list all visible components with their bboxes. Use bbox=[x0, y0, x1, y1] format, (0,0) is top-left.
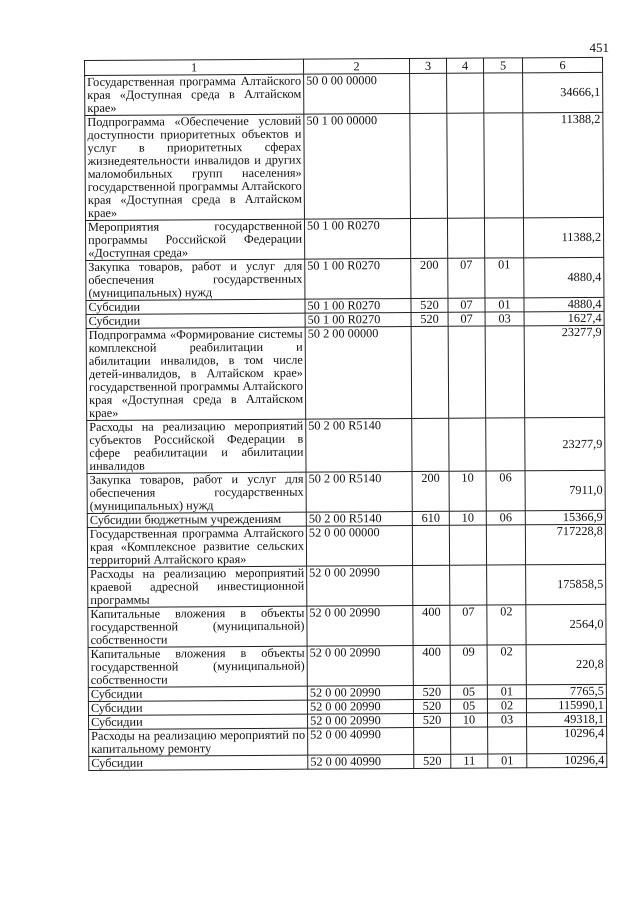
row-amount-cell: 11388,2 bbox=[523, 217, 603, 257]
row-amount-cell: 220,8 bbox=[526, 644, 606, 684]
row-expense-type-cell: 610 bbox=[412, 511, 449, 525]
row-subsection-cell: 01 bbox=[487, 685, 526, 699]
column-header: 6 bbox=[522, 57, 602, 72]
row-section-cell bbox=[447, 218, 484, 258]
row-amount-cell: 4880,4 bbox=[524, 297, 604, 311]
row-name-cell: Подпрограмма «Формирование системы комплексной реабилитации и абилитации инвалидов, в том числе детей-инвалидов, в Алтайском крае» государственной программы Алтайского края «Доступная среда в Алтайском крае» bbox=[86, 327, 306, 420]
row-code-cell: 50 1 00 R0270 bbox=[305, 299, 411, 314]
row-code-cell: 50 0 00 00000 bbox=[304, 74, 410, 115]
row-amount-cell: 2564,0 bbox=[526, 604, 606, 644]
row-name-cell: Расходы на реализацию мероприятий краевой адресной инвестиционной программы bbox=[88, 566, 307, 607]
row-section-cell: 07 bbox=[450, 605, 487, 645]
row-section-cell bbox=[449, 418, 486, 471]
row-amount-cell: 7911,0 bbox=[525, 470, 605, 510]
table-row bbox=[88, 604, 606, 647]
table-row bbox=[85, 112, 604, 220]
column-header: 4 bbox=[446, 58, 483, 73]
row-name-cell: Субсидии bbox=[88, 686, 307, 701]
table-row bbox=[86, 325, 605, 420]
row-section-cell: 10 bbox=[449, 511, 486, 525]
row-section-cell bbox=[451, 727, 488, 754]
row-name-cell: Закупка товаров, работ и услуг для обеспечения государственных (муниципальных) нужд bbox=[87, 472, 306, 513]
table-row bbox=[87, 470, 605, 513]
column-header: 3 bbox=[409, 58, 446, 73]
row-code-cell: 52 0 00 20990 bbox=[307, 566, 413, 607]
row-amount-cell: 717228,8 bbox=[525, 524, 605, 564]
row-amount-cell: 10296,4 bbox=[527, 726, 607, 753]
row-code-cell: 50 2 00 R5140 bbox=[306, 472, 412, 513]
row-subsection-cell: 01 bbox=[485, 258, 524, 298]
row-code-cell: 52 0 00 20990 bbox=[307, 606, 413, 647]
row-subsection-cell: 02 bbox=[487, 605, 526, 645]
row-subsection-cell bbox=[484, 73, 523, 113]
row-section-cell: 07 bbox=[448, 258, 485, 298]
table-row bbox=[88, 644, 606, 687]
row-amount-cell: 11388,2 bbox=[523, 112, 604, 217]
row-name-cell: Капитальные вложения в объекты государственной (муниципальной) собственности bbox=[88, 646, 307, 687]
row-section-cell: 11 bbox=[451, 754, 488, 768]
row-subsection-cell bbox=[488, 727, 527, 754]
row-name-cell: Капитальные вложения в объекты государственной (муниципальной) собственности bbox=[88, 606, 307, 647]
row-section-cell: 07 bbox=[448, 312, 485, 326]
row-subsection-cell bbox=[484, 113, 524, 218]
row-subsection-cell: 01 bbox=[485, 298, 524, 312]
row-name-cell: Субсидии bbox=[86, 299, 305, 314]
table-row bbox=[87, 417, 605, 473]
row-expense-type-cell: 200 bbox=[412, 471, 449, 511]
row-expense-type-cell: 200 bbox=[411, 258, 448, 298]
row-code-cell: 52 0 00 20990 bbox=[308, 713, 414, 728]
row-amount-cell: 49318,1 bbox=[526, 712, 606, 726]
row-code-cell: 52 0 00 20990 bbox=[307, 646, 413, 687]
row-expense-type-cell: 520 bbox=[413, 685, 450, 699]
table-row bbox=[89, 753, 607, 770]
row-name-cell: Расходы на реализацию мероприятий по капитальному ремонту bbox=[89, 728, 308, 756]
row-expense-type-cell bbox=[412, 525, 449, 565]
row-expense-type-cell bbox=[411, 326, 449, 418]
row-expense-type-cell: 520 bbox=[411, 298, 448, 312]
row-amount-cell: 175858,5 bbox=[526, 564, 606, 604]
row-code-cell: 50 1 00 R0270 bbox=[305, 313, 411, 328]
row-code-cell: 52 0 00 20990 bbox=[307, 685, 413, 700]
row-code-cell: 52 0 00 20990 bbox=[307, 699, 413, 714]
row-code-cell: 50 2 00 00000 bbox=[305, 327, 412, 420]
column-header: 1 bbox=[85, 59, 304, 75]
table-row bbox=[85, 72, 603, 115]
row-expense-type-cell: 400 bbox=[413, 645, 450, 685]
row-expense-type-cell: 520 bbox=[414, 754, 451, 768]
table-row bbox=[89, 726, 607, 756]
row-amount-cell: 1627,4 bbox=[524, 311, 604, 325]
row-amount-cell: 15366,9 bbox=[525, 510, 605, 524]
row-code-cell: 52 0 00 40990 bbox=[308, 727, 414, 755]
row-expense-type-cell bbox=[410, 73, 447, 113]
row-name-cell: Государственная программа Алтайского края «Комплексное развитие сельских территорий Алтайского края» bbox=[87, 526, 306, 567]
row-expense-type-cell: 400 bbox=[413, 605, 450, 645]
row-subsection-cell bbox=[486, 418, 525, 471]
row-name-cell: Субсидии bbox=[88, 700, 307, 715]
row-subsection-cell: 03 bbox=[487, 713, 526, 727]
row-amount-cell: 23277,9 bbox=[525, 417, 605, 470]
row-expense-type-cell bbox=[413, 565, 450, 605]
row-name-cell: Субсидии bbox=[86, 313, 305, 328]
row-subsection-cell: 02 bbox=[487, 645, 526, 685]
row-section-cell bbox=[448, 326, 486, 418]
row-name-cell: Государственная программа Алтайского края «Доступная среда в Алтайском крае» bbox=[85, 74, 304, 115]
row-code-cell: 50 2 00 R5140 bbox=[306, 512, 412, 527]
row-subsection-cell bbox=[484, 218, 523, 258]
row-section-cell bbox=[449, 525, 486, 565]
row-subsection-cell: 01 bbox=[488, 754, 527, 768]
row-name-cell: Субсидии bbox=[89, 755, 308, 770]
row-code-cell: 50 1 00 00000 bbox=[304, 114, 411, 220]
row-expense-type-cell bbox=[410, 218, 447, 258]
row-name-cell: Субсидии бюджетным учреждениям bbox=[87, 512, 306, 527]
row-amount-cell: 34666,1 bbox=[523, 72, 603, 112]
row-code-cell: 52 0 00 00000 bbox=[306, 526, 412, 567]
row-expense-type-cell bbox=[410, 113, 448, 218]
row-section-cell: 05 bbox=[450, 685, 487, 699]
row-amount-cell: 23277,9 bbox=[524, 325, 605, 417]
row-subsection-cell bbox=[485, 326, 525, 418]
row-name-cell: Подпрограмма «Обеспечение условий доступности приоритетных объектов и услуг в приоритетных сферах жизнедеятельности инвалидов и других маломобильных групп населения» государственной программы Алтайского края «Доступная среда в Алтайском крае» bbox=[85, 114, 305, 220]
column-header: 5 bbox=[483, 58, 522, 73]
row-expense-type-cell: 520 bbox=[411, 312, 448, 326]
row-expense-type-cell bbox=[414, 727, 451, 754]
row-code-cell: 50 2 00 R5140 bbox=[306, 419, 412, 473]
row-name-cell: Закупка товаров, работ и услуг для обеспечения государственных (муниципальных) нужд bbox=[86, 259, 305, 300]
row-section-cell bbox=[447, 73, 484, 113]
row-subsection-cell: 02 bbox=[487, 699, 526, 713]
row-expense-type-cell: 520 bbox=[413, 713, 450, 727]
row-section-cell: 07 bbox=[448, 298, 485, 312]
row-code-cell: 50 1 00 R0270 bbox=[304, 219, 410, 260]
row-section-cell: 10 bbox=[449, 471, 486, 511]
row-section-cell: 10 bbox=[450, 713, 487, 727]
budget-table bbox=[84, 57, 607, 771]
row-name-cell: Мероприятия государственной программы Российской Федерации «Доступная среда» bbox=[85, 219, 304, 260]
row-subsection-cell: 06 bbox=[486, 471, 525, 511]
row-name-cell: Расходы на реализацию мероприятий субъектов Российской Федерации в сфере реабилитации и абилитации инвалидов bbox=[87, 419, 306, 473]
column-header: 2 bbox=[303, 59, 409, 75]
row-section-cell bbox=[447, 113, 485, 218]
row-section-cell: 09 bbox=[450, 645, 487, 685]
row-code-cell: 50 1 00 R0270 bbox=[305, 259, 411, 300]
row-subsection-cell bbox=[486, 525, 525, 565]
row-amount-cell: 7765,5 bbox=[526, 684, 606, 698]
row-section-cell bbox=[450, 565, 487, 605]
row-subsection-cell: 03 bbox=[485, 312, 524, 326]
row-amount-cell: 10296,4 bbox=[527, 753, 607, 767]
table-row bbox=[85, 217, 603, 260]
row-code-cell: 52 0 00 40990 bbox=[308, 754, 414, 769]
row-subsection-cell: 06 bbox=[486, 511, 525, 525]
row-expense-type-cell bbox=[412, 418, 449, 471]
row-subsection-cell bbox=[487, 565, 526, 605]
row-amount-cell: 115990,1 bbox=[526, 698, 606, 712]
row-amount-cell: 4880,4 bbox=[524, 257, 604, 297]
row-expense-type-cell: 520 bbox=[413, 699, 450, 713]
table-row bbox=[88, 564, 606, 607]
table-row bbox=[87, 524, 605, 567]
row-name-cell: Субсидии bbox=[89, 714, 308, 729]
page-number: 451 bbox=[589, 40, 609, 55]
table-row bbox=[86, 257, 604, 300]
row-section-cell: 05 bbox=[450, 699, 487, 713]
